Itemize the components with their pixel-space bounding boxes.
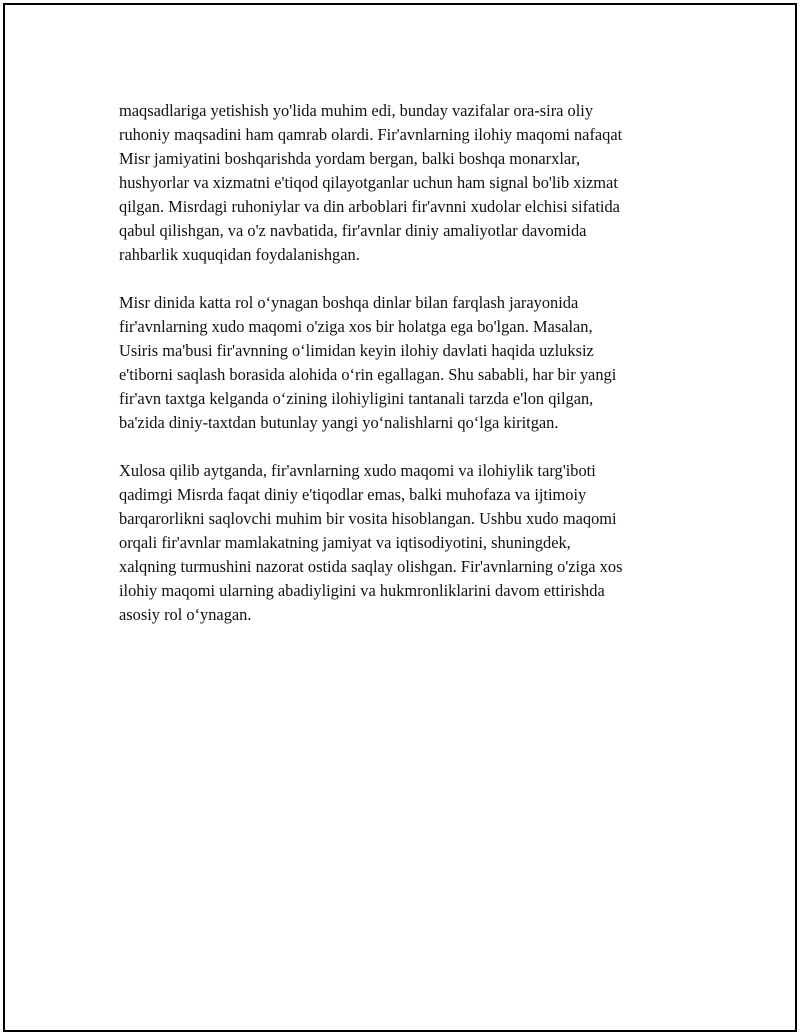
text-line: barqarorlikni saqlovchi muhim bir vosita hisoblangan. Ushbu xudo maqomi (119, 509, 617, 528)
text-line: maqsadlariga yetishish yo'lida muhim edi, bunday vazifalar ora-sira oliy (119, 101, 594, 120)
text-line: e'tiborni saqlash borasida alohida o‘rin egallagan. Shu sababli, har bir yangi (119, 365, 617, 384)
text-line: ba'zida diniy-taxtdan butunlay yangi yo‘nalishlarni qo‘lga kiritgan. (119, 413, 559, 432)
text-line: fir'avn taxtga kelganda o‘zining ilohiyligini tantanali tarzda e'lon qilgan, (119, 389, 594, 408)
text-line: Misr jamiyatini boshqarishda yordam bergan, balki boshqa monarxlar, (119, 149, 581, 168)
paragraph-2 (119, 291, 719, 435)
text-line: qabul qilishgan, va o'z navbatida, fir'avnlar diniy amaliyotlar davomida (119, 221, 587, 240)
text-line: ruhoniy maqsadini ham qamrab olardi. Fir'avnlarning ilohiy maqomi nafaqat (119, 125, 623, 144)
text-line: hushyorlar va xizmatni e'tiqod qilayotganlar uchun ham signal bo'lib xizmat (119, 173, 618, 192)
text-line: ilohiy maqomi ularning abadiyligini va hukmronliklarini davom ettirishda (119, 581, 605, 600)
text-line: Misr dinida katta rol o‘ynagan boshqa dinlar bilan farqlash jarayonida (119, 293, 579, 312)
text-line: asosiy rol o‘ynagan. (119, 605, 252, 624)
paragraph-1 (119, 99, 719, 267)
text-line: Xulosa qilib aytganda, fir'avnlarning xudo maqomi va ilohiylik targ'iboti (119, 461, 596, 480)
document-body (119, 99, 719, 651)
text-line: fir'avnlarning xudo maqomi o'ziga xos bir holatga ega bo'lgan. Masalan, (119, 317, 593, 336)
text-line: orqali fir'avnlar mamlakatning jamiyat va iqtisodiyotini, shuningdek, (119, 533, 571, 552)
text-line: qadimgi Misrda faqat diniy e'tiqodlar emas, balki muhofaza va ijtimoiy (119, 485, 587, 504)
text-line: qilgan. Misrdagi ruhoniylar va din arboblari fir'avnni xudolar elchisi sifatida (119, 197, 620, 216)
text-line: xalqning turmushini nazorat ostida saqlay olishgan. Fir'avnlarning o'ziga xos (119, 557, 623, 576)
paragraph-3 (119, 459, 719, 627)
text-line: rahbarlik xuquqidan foydalanishgan. (119, 245, 360, 264)
text-line: Usiris ma'busi fir'avnning o‘limidan keyin ilohiy davlati haqida uzluksiz (119, 341, 594, 360)
document-page (3, 3, 797, 1032)
